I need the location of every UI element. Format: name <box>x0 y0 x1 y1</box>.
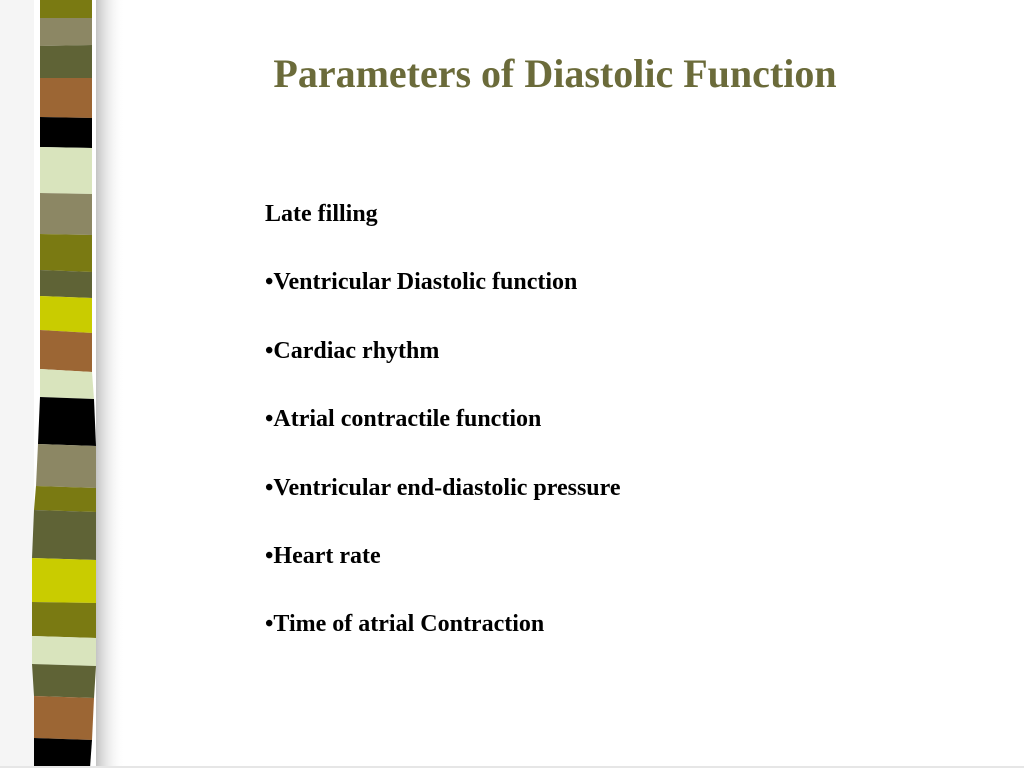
decorative-stripe-bar <box>0 0 125 768</box>
content-list <box>265 198 965 677</box>
bullet-item: •Time of atrial Contraction <box>265 611 545 638</box>
bullet-item: •Heart rate <box>265 542 381 569</box>
bullet-item: •Ventricular end-diastolic pressure <box>265 474 621 501</box>
stripes <box>32 0 96 768</box>
slide-title: Parameters of Diastolic Function <box>273 51 837 96</box>
bullet-item: •Ventricular Diastolic function <box>265 269 578 296</box>
bullet-item: •Cardiac rhythm <box>265 337 440 364</box>
bullet-item: •Atrial contractile function <box>265 406 542 433</box>
content-heading: Late filling <box>265 201 378 227</box>
